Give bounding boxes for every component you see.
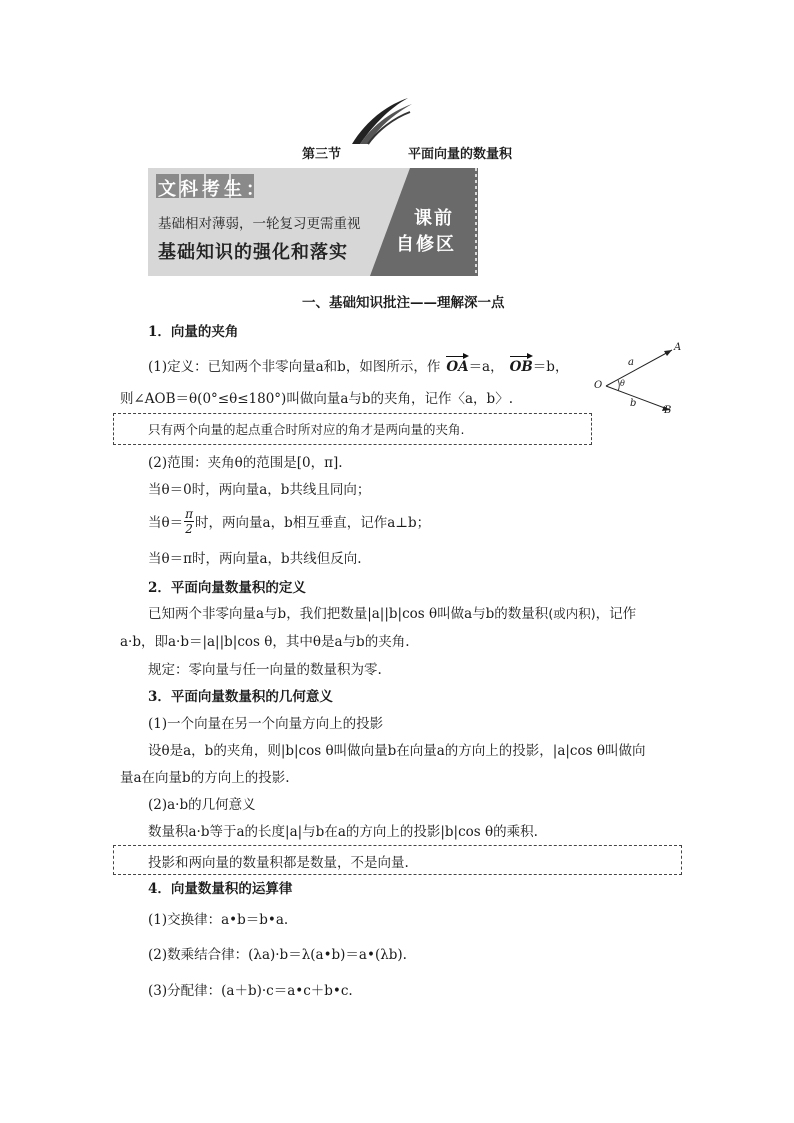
- s2-line1c: ，记作: [595, 606, 637, 622]
- heading-main: 一、基础知识批注——理解深一点: [302, 295, 505, 311]
- s3-p1-line2: 量a在向量b的方向上的投影.: [120, 770, 290, 786]
- banner-line2: 基础知识的强化和落实: [158, 242, 348, 263]
- s2-line3: 规定：零向量与任一向量的数量积为零.: [148, 662, 382, 678]
- s1-case-2: [148, 504, 430, 538]
- figure-label-A: A: [674, 342, 682, 353]
- s1-def-line2: 则∠AOB＝θ(0°≤θ≤180°)叫做向量a与b的夹角，记作〈a，b〉.: [120, 391, 513, 407]
- s2-line1a: 已知两个非零向量a与b，我们把数量|a||b|cos θ叫做a与b的数量积: [148, 606, 549, 622]
- swoosh-logo: [350, 96, 414, 146]
- page-title: 平面向量的数量积: [408, 147, 513, 162]
- s1-range: (2)范围：夹角θ的范围是[0，π].: [148, 455, 343, 471]
- s2-line2: a·b，即a·b＝|a||b|cos θ，其中θ是a与b的夹角.: [120, 634, 410, 650]
- s3-p1-line1: 设θ是a，b的夹角，则|b|cos θ叫做向量b在向量a的方向上的投影，|a|cos θ叫做向: [148, 743, 646, 759]
- s1-def-b: ＝a，: [468, 359, 504, 375]
- s2-line1b: (或内积): [548, 606, 596, 621]
- s2-title: 2．平面向量数量积的定义: [148, 580, 306, 596]
- s1-case-2-pre: 当θ＝: [148, 515, 184, 531]
- s1-case-3: 当θ＝π时，两向量a，b共线但反向.: [148, 551, 362, 567]
- vector-oa: OA: [446, 359, 469, 375]
- figure-label-a: a: [628, 357, 634, 368]
- s1-case-1: 当θ＝0时，两向量a，b共线且同向；: [148, 482, 371, 498]
- s1-title: 1．向量的夹角: [148, 324, 239, 340]
- fraction-numerator: π: [185, 506, 194, 521]
- banner-line1: 基础相对薄弱，一轮复习更需重视: [158, 216, 361, 232]
- s4-line3: (3)分配律：(a＋b)·c＝a•c＋b•c.: [148, 983, 353, 999]
- s1-def-c: ＝b，: [532, 359, 569, 375]
- s1-def-line1: [148, 355, 568, 375]
- section-label: 第三节: [302, 147, 342, 162]
- figure-label-B: B: [664, 405, 672, 416]
- s4-line1: (1)交换律：a•b＝b•a.: [148, 912, 289, 928]
- s1-def-a: (1)定义：已知两个非零向量a和b，如图所示，作: [148, 359, 441, 375]
- s1-case-2-post: 时，两向量a，b相互垂直，记作a⊥b；: [195, 515, 431, 531]
- banner-tag: 文科考生：: [158, 179, 268, 200]
- s3-title: 3．平面向量数量积的几何意义: [148, 689, 333, 705]
- s4-line2: (2)数乘结合律：(λa)·b＝λ(a•b)＝a•(λb).: [148, 947, 407, 963]
- banner-side2: 自修区: [396, 234, 456, 255]
- figure-label-b: b: [630, 398, 637, 409]
- s3-p2: (2)a·b的几何意义: [148, 797, 256, 813]
- note-1: 只有两个向量的起点重合时所对应的角才是两向量的夹角.: [148, 422, 465, 437]
- s3-p2-line1: 数量积a·b等于a的长度|a|与b在a的方向上的投影|b|cos θ的乘积.: [148, 824, 538, 840]
- intro-banner: [148, 168, 478, 276]
- s3-p1: (1)一个向量在另一个向量方向上的投影: [148, 716, 384, 732]
- fraction-pi-over-2: [184, 508, 194, 535]
- s2-line1: [148, 602, 636, 622]
- banner-side1: 课前: [414, 208, 454, 229]
- fraction-denominator: 2: [185, 521, 193, 536]
- vector-ob: OB: [509, 359, 533, 375]
- s4-title: 4．向量数量积的运算律: [148, 881, 293, 897]
- figure-label-theta: θ: [620, 379, 625, 388]
- figure-label-O: O: [594, 380, 603, 391]
- note-2: 投影和两向量的数量积都是数量，不是向量.: [148, 855, 409, 871]
